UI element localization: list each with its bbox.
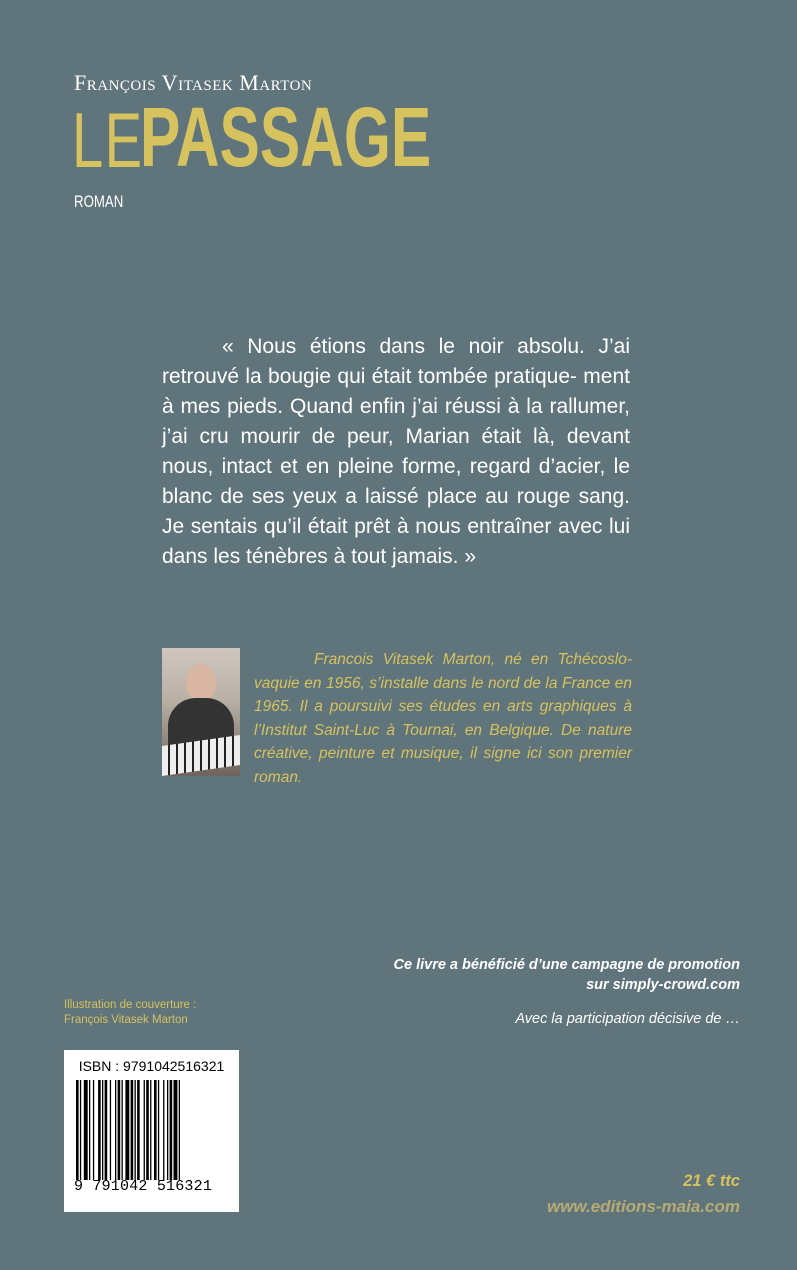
title-main: PASSAGE xyxy=(140,90,432,184)
genre-label: ROMAN xyxy=(74,192,124,211)
price: 21 € ttc xyxy=(683,1172,740,1190)
blurb-quote: « Nous étions dans le noir absolu. J’ai retrouvé la bougie qui était tombée pratique- ment à mes pieds. Quand enfin j’ai réussi à la rallumer, j’ai cru mourir de peur, Marian était là, devant nous, intact et en pleine forme, regard d’acier, le blanc de ses yeux a laissé place au rouge sang. Je sentais qu’il était prêt à nous entraîner avec lui dans les ténèbres à tout jamais. » xyxy=(162,335,630,568)
author-bio-section xyxy=(162,648,632,789)
illustration-author: François Vitasek Marton xyxy=(64,1014,188,1026)
isbn-number: ISBN : 9791042516321 xyxy=(78,1058,225,1074)
barcode-icon xyxy=(74,1080,229,1180)
promotion-notice xyxy=(320,955,740,1029)
title-prefix: LE xyxy=(72,96,144,184)
author-bio: Francois Vitasek Marton, né en Tchécoslo- vaquie en 1956, s’installe dans le nord de la France en 1965. Il a poursuivi ses études en arts graphiques à l’Institut Saint-Luc à Tournai, en Belgique. De nature créative, peinture et musique, il signe ici son premier roman. xyxy=(254,651,632,786)
author-photo xyxy=(162,648,240,776)
illustration-credit xyxy=(64,998,196,1028)
publisher-website: www.editions-maia.com xyxy=(546,1197,740,1216)
isbn-barcode xyxy=(64,1050,239,1212)
book-title xyxy=(72,90,545,184)
illustration-label: Illustration de couverture : xyxy=(64,999,197,1011)
promo-line-2: sur simply-crowd.com xyxy=(586,977,740,993)
participation-line: Avec la participation décisive de … xyxy=(515,1011,740,1027)
author-name: François Vitasek Marton xyxy=(74,70,313,95)
promo-line-1: Ce livre a bénéficié d’une campagne de promotion xyxy=(393,957,740,973)
barcode-digits: 9 791042 516321 xyxy=(74,1178,213,1195)
